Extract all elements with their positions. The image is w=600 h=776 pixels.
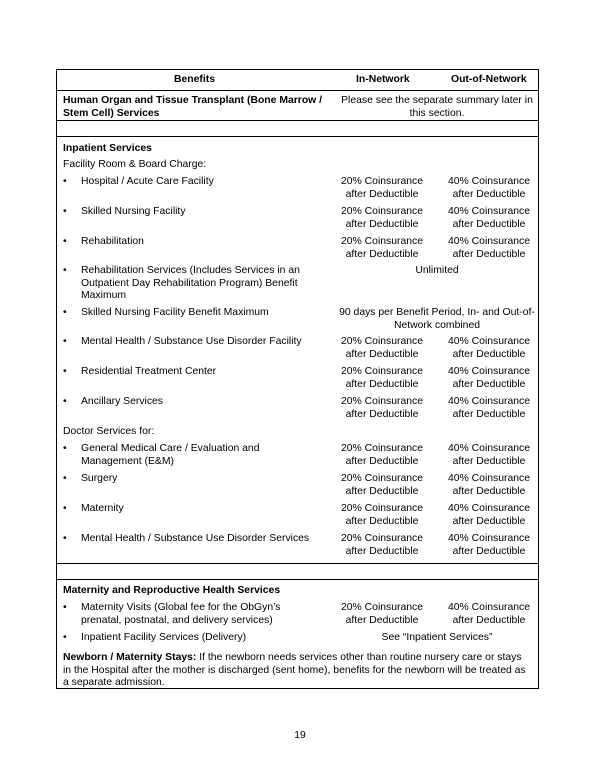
benefits-table <box>56 69 539 689</box>
item-label: Rehabilitation Services (Includes Services in an Outpatient Day Rehabilitation Program) Benefit Maximum <box>81 265 300 301</box>
header-out-network: Out-of-Network <box>451 74 527 85</box>
item-label: Ancillary Services <box>81 396 163 407</box>
combined-value: 90 days per Benefit Period, In- and Out-of-Network combined <box>339 307 535 331</box>
item-label: Hospital / Acute Care Facility <box>81 176 214 187</box>
inpatient-title: Inpatient Services <box>63 143 152 154</box>
table-header <box>57 70 538 91</box>
item-label: General Medical Care / Evaluation and Management (E&M) <box>81 443 260 467</box>
bullet-icon: • <box>63 443 67 454</box>
item-label: Skilled Nursing Facility Benefit Maximum <box>81 307 269 318</box>
in-network-value: 20% Coinsurance after Deductible <box>340 533 424 557</box>
out-network-value: 40% Coinsurance after Deductible <box>447 533 531 557</box>
item-label: Surgery <box>81 473 118 484</box>
in-network-value: 20% Coinsurance after Deductible <box>340 443 424 467</box>
in-network-value: 20% Coinsurance after Deductible <box>340 503 424 527</box>
out-network-value: 40% Coinsurance after Deductible <box>447 206 531 230</box>
inpatient-section <box>57 137 538 564</box>
spacer-row <box>57 121 538 137</box>
in-network-value: 20% Coinsurance after Deductible <box>340 206 424 230</box>
facility-label: Facility Room & Board Charge: <box>63 159 207 170</box>
out-network-value: 40% Coinsurance after Deductible <box>447 602 531 626</box>
transplant-value: Please see the separate summary later in this section. <box>341 95 533 119</box>
bullet-icon: • <box>63 236 67 247</box>
item-label: Maternity <box>81 503 124 514</box>
maternity-section <box>57 580 538 688</box>
header-benefits: Benefits <box>174 74 215 85</box>
newborn-label: Newborn / Maternity Stays: <box>63 652 197 663</box>
out-network-value: 40% Coinsurance after Deductible <box>447 396 531 420</box>
item-label: Skilled Nursing Facility <box>81 206 186 217</box>
out-network-value: 40% Coinsurance after Deductible <box>447 366 531 390</box>
bullet-icon: • <box>63 602 67 613</box>
maternity-title: Maternity and Reproductive Health Services <box>63 585 281 596</box>
bullet-icon: • <box>63 366 67 377</box>
page-number: 19 <box>294 730 306 741</box>
bullet-icon: • <box>63 307 67 318</box>
in-network-value: 20% Coinsurance after Deductible <box>340 236 424 260</box>
transplant-label: Human Organ and Tissue Transplant (Bone Marrow / Stem Cell) Services <box>63 95 323 119</box>
spacer-row <box>57 564 538 580</box>
out-network-value: 40% Coinsurance after Deductible <box>447 176 531 200</box>
in-network-value: 20% Coinsurance after Deductible <box>340 473 424 497</box>
header-in-network: In-Network <box>356 74 410 85</box>
bullet-icon: • <box>63 176 67 187</box>
out-network-value: 40% Coinsurance after Deductible <box>447 503 531 527</box>
out-network-value: 40% Coinsurance after Deductible <box>447 443 531 467</box>
in-network-value: 20% Coinsurance after Deductible <box>340 176 424 200</box>
in-network-value: 20% Coinsurance after Deductible <box>340 336 424 360</box>
out-network-value: 40% Coinsurance after Deductible <box>447 336 531 360</box>
transplant-row <box>57 91 538 121</box>
bullet-icon: • <box>63 336 67 347</box>
bullet-icon: • <box>63 265 67 276</box>
item-label: Inpatient Facility Services (Delivery) <box>81 632 247 643</box>
newborn-note <box>63 652 531 690</box>
item-label: Mental Health / Substance Use Disorder Facility <box>81 336 302 347</box>
out-network-value: 40% Coinsurance after Deductible <box>447 236 531 260</box>
bullet-icon: • <box>63 206 67 217</box>
item-label: Mental Health / Substance Use Disorder Services <box>81 533 310 544</box>
in-network-value: 20% Coinsurance after Deductible <box>340 602 424 626</box>
combined-value: See “Inpatient Services” <box>381 632 493 643</box>
bullet-icon: • <box>63 503 67 514</box>
combined-value: Unlimited <box>415 265 459 276</box>
bullet-icon: • <box>63 473 67 484</box>
doctor-label: Doctor Services for: <box>63 426 155 437</box>
out-network-value: 40% Coinsurance after Deductible <box>447 473 531 497</box>
bullet-icon: • <box>63 533 67 544</box>
in-network-value: 20% Coinsurance after Deductible <box>340 366 424 390</box>
bullet-icon: • <box>63 396 67 407</box>
newborn-text: If the newborn needs services other than routine nursery care or stays in the Hospital after the mother is discharged (sent home), benefits for the newborn will be treated as a separate admission. <box>63 652 526 688</box>
bullet-icon: • <box>63 632 67 643</box>
item-label: Residential Treatment Center <box>81 366 217 377</box>
in-network-value: 20% Coinsurance after Deductible <box>340 396 424 420</box>
item-label: Rehabilitation <box>81 236 144 247</box>
item-label: Maternity Visits (Global fee for the ObGyn’s prenatal, postnatal, and delivery services) <box>81 602 281 626</box>
